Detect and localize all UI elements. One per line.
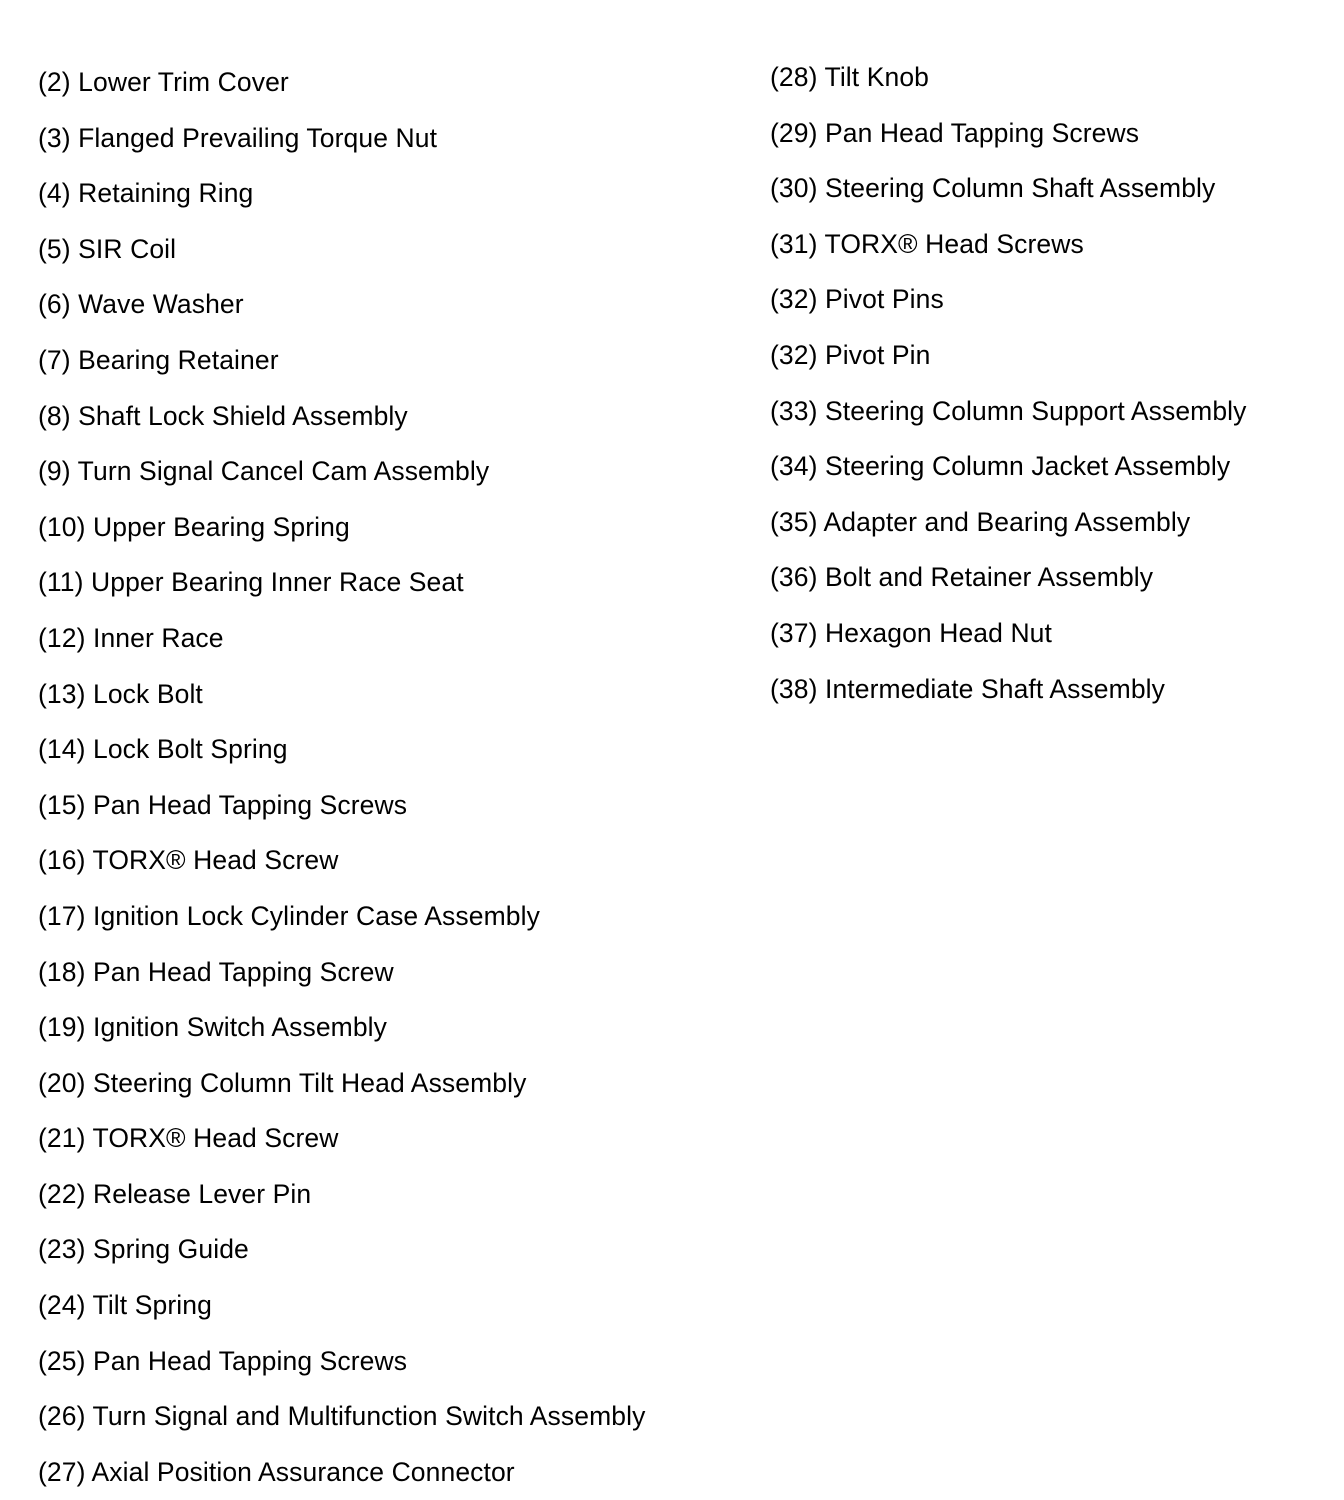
part-item: (32) Pivot Pins bbox=[770, 284, 944, 315]
parts-list-right-column bbox=[770, 50, 1247, 717]
part-item: (9) Turn Signal Cancel Cam Assembly bbox=[38, 456, 490, 487]
part-item: (2) Lower Trim Cover bbox=[38, 67, 289, 97]
part-item: (33) Steering Column Support Assembly bbox=[770, 395, 1247, 426]
part-item: (11) Upper Bearing Inner Race Seat bbox=[38, 567, 464, 598]
part-item: (13) Lock Bolt bbox=[38, 678, 203, 709]
part-item: (12) Inner Race bbox=[38, 622, 224, 653]
part-item: (32) Pivot Pin bbox=[770, 339, 931, 370]
part-item: (31) TORX® Head Screws bbox=[770, 228, 1084, 259]
part-item: (7) Bearing Retainer bbox=[38, 344, 279, 375]
part-item: (25) Pan Head Tapping Screws bbox=[38, 1345, 408, 1376]
part-item: (26) Turn Signal and Multifunction Switch Assembly bbox=[38, 1401, 646, 1432]
part-item: (17) Ignition Lock Cylinder Case Assembly bbox=[38, 900, 540, 931]
part-item: (37) Hexagon Head Nut bbox=[770, 617, 1052, 648]
part-item: (18) Pan Head Tapping Screw bbox=[38, 956, 394, 987]
part-item: (4) Retaining Ring bbox=[38, 178, 254, 209]
part-item: (27) Axial Position Assurance Connector bbox=[38, 1456, 515, 1487]
part-item: (34) Steering Column Jacket Assembly bbox=[770, 451, 1231, 482]
part-item: (19) Ignition Switch Assembly bbox=[38, 1012, 388, 1043]
part-item: (20) Steering Column Tilt Head Assembly bbox=[38, 1067, 527, 1098]
part-item: (29) Pan Head Tapping Screws bbox=[770, 117, 1140, 148]
part-item: (3) Flanged Prevailing Torque Nut bbox=[38, 122, 438, 153]
part-item: (28) Tilt Knob bbox=[770, 62, 930, 92]
part-item: (6) Wave Washer bbox=[38, 289, 244, 320]
part-item: (36) Bolt and Retainer Assembly bbox=[770, 562, 1154, 593]
part-item: (14) Lock Bolt Spring bbox=[38, 734, 288, 765]
part-item: (8) Shaft Lock Shield Assembly bbox=[38, 400, 408, 431]
part-item: (21) TORX® Head Screw bbox=[38, 1123, 339, 1154]
part-item: (38) Intermediate Shaft Assembly bbox=[770, 673, 1165, 704]
part-item: (24) Tilt Spring bbox=[38, 1290, 212, 1321]
part-item: (5) SIR Coil bbox=[38, 233, 177, 264]
parts-list-left-column bbox=[38, 55, 645, 1500]
part-item: (35) Adapter and Bearing Assembly bbox=[770, 506, 1191, 537]
part-item: (16) TORX® Head Screw bbox=[38, 845, 339, 876]
part-item: (30) Steering Column Shaft Assembly bbox=[770, 173, 1216, 204]
part-item: (22) Release Lever Pin bbox=[38, 1178, 312, 1209]
part-item: (23) Spring Guide bbox=[38, 1234, 249, 1265]
part-item: (15) Pan Head Tapping Screws bbox=[38, 789, 408, 820]
part-item: (10) Upper Bearing Spring bbox=[38, 511, 350, 542]
